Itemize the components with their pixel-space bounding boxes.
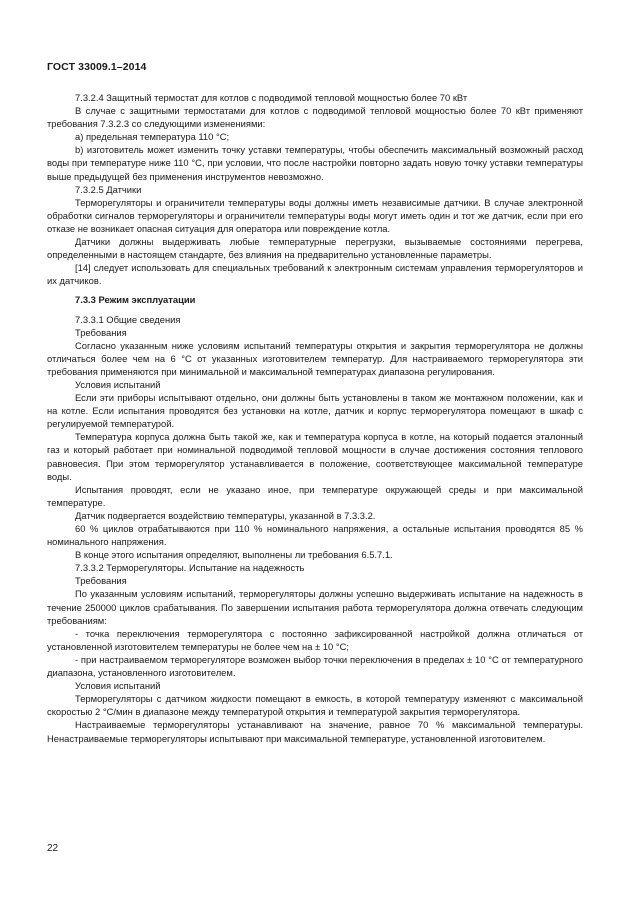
paragraph-7-3-3-2-title: 7.3.3.2 Терморегуляторы. Испытание на надежность (75, 562, 305, 574)
paragraph: [14] следует использовать для специальных требований к электронным системам управления терморегуляторов и их датчиков. (47, 262, 583, 287)
paragraph: Датчики должны выдерживать любые температурные перегрузки, вызываемые состояниями перегрева, определенными в настоящем стандарте, без влияния на предварительно установленные параметры. (47, 236, 583, 261)
paragraph-7-3-3-1-title: 7.3.3.1 Общие сведения (75, 313, 181, 325)
paragraph: Температура корпуса должна быть такой же, как и температура корпуса в котле, на который подается эталонный газ и который работает при номинальной подводимой тепловой мощности в случае достижения состояния теплового равновесия. При этом терморегулятор устанавливается в положение, соответствующее максимальной температуре воды. (47, 431, 583, 482)
paragraph: 60 % циклов отрабатываются при 110 % номинального напряжения, а остальные испытания проводятся 85 % номинального напряжения. (47, 523, 583, 548)
list-item: - при настраиваемом терморегуляторе возможен выбор точки переключения в пределах ± 10 °С от температурного диапазона, установленного изготовителем. (47, 653, 583, 679)
list-item: - точка переключения терморегулятора с постоянно зафиксированной настройкой должна отличаться от установленной изготовителем температуры не более чем на ± 10 °С; (47, 627, 583, 652)
paragraph: Датчик подвергается воздействию температуры, указанной в 7.3.3.2. (75, 509, 376, 521)
paragraph: Терморегуляторы с датчиком жидкости помещают в емкость, в которой температуру изменяют с максимальной скоростью 2 °С/мин в диапазоне между температурой открытия и температурой закрытия терморегулятора. (47, 693, 583, 718)
page-number: 22 (47, 843, 59, 854)
paragraph: По указанным условиям испытаний, терморегуляторы должны успешно выдерживать испытание на надежность в течение 250000 циклов срабатывания. По завершении испытания работа терморегулятора должна отвечать следующим требованиям: (47, 588, 583, 626)
subheading-requirements: Требования (75, 575, 127, 587)
paragraph: В случае с защитными термостатами для котлов с подводимой тепловой мощностью более 70 кВт применяют требования 7.3.2.3 со следующими изменениями: (47, 105, 583, 130)
subheading-requirements: Требования (75, 326, 127, 338)
document-body (47, 91, 583, 745)
list-item: b) изготовитель может изменить точку уставки температуры, чтобы обеспечить максимальный возможный расход воды при температуре ниже 110 °С, при условии, что после настройки повторно задать новую точку уставки температуры выше предыдущей без применения инструментов невозможно. (47, 144, 583, 182)
paragraph: Если эти приборы испытывают отдельно, они должны быть установлены в таком же монтажном положении, как и на котле. Если испытания проводятся без установки на котле, датчик и корпус терморегулятора помещают в шкаф с регулируемой температурой. (47, 392, 583, 430)
paragraph: Испытания проводят, если не указано иное, при температуре окружающей среды и при максимальной температуре. (47, 483, 583, 508)
subheading-test-conditions: Условия испытаний (75, 680, 161, 692)
paragraph: В конце этого испытания определяют, выполнены ли требования 6.5.7.1. (75, 549, 393, 561)
paragraph-7-3-2-4-title: 7.3.2.4 Защитный термостат для котлов с подводимой тепловой мощностью более 70 кВт (75, 92, 468, 103)
list-item: а) предельная температура 110 °С; (75, 131, 230, 143)
paragraph: Настраиваемые терморегуляторы устанавливают на значение, равное 70 % максимальной температуры. Ненастраиваемые терморегуляторы испытывают при максимальной температуре, установленной изготовителем. (47, 719, 583, 744)
paragraph: Согласно указанным ниже условиям испытаний температуры открытия и закрытия терморегулятора не должны отличаться более чем на 6 °С от указанных изготовителем температур. Для настраиваемого терморегулятора эти требования применяются при минимальной и максимальной температурах диапазона регулирования. (47, 339, 583, 377)
paragraph-7-3-2-5-title: 7.3.2.5 Датчики (75, 183, 142, 195)
section-heading-7-3-3: 7.3.3 Режим эксплуатации (75, 294, 196, 306)
paragraph: Терморегуляторы и ограничители температуры воды должны иметь независимые датчики. В случае электронной обработки сигналов терморегуляторы и ограничители температуры воды могут иметь один и тот же датчик, если при его отказе не возникает опасная ситуация для оператора или повреждение котла. (47, 196, 583, 234)
document-code-header: ГОСТ 33009.1–2014 (47, 61, 147, 73)
subheading-test-conditions: Условия испытаний (75, 378, 161, 390)
